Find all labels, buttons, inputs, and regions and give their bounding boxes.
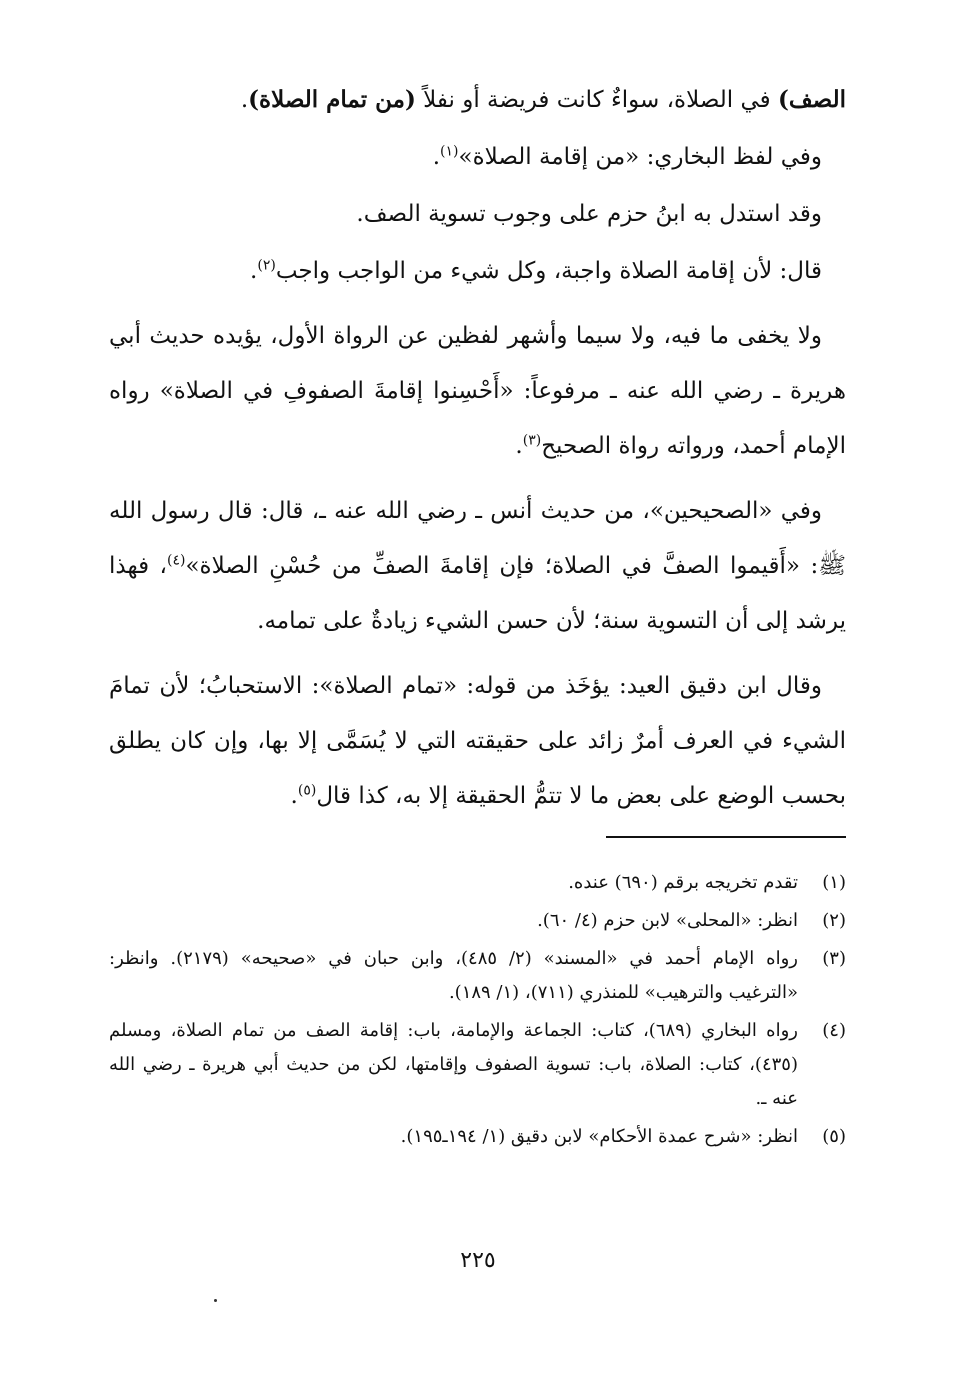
paragraph-1 [109, 72, 846, 128]
footnote-number: (٥) [822, 1126, 846, 1147]
footnote-1 [109, 866, 846, 900]
footnote-text: رواه البخاري (٦٨٩)، كتاب: الجماعة والإمامة، باب: إقامة الصف من تمام الصلاة، ومسلم (٤٣٥)، كتاب: الصلاة، باب: تسوية الصفوف وإقامتها، لكن من حديث أبي هريرة ـ رضي الله عنه ـ. [109, 1020, 798, 1109]
paragraph-tail: . [240, 87, 249, 113]
footnotes [109, 866, 846, 1158]
paragraph-tail: . [432, 144, 441, 170]
footnote-ref-2[interactable]: (٢) [257, 257, 276, 274]
paragraph-text: وفي لفظ البخاري: «من إقامة الصلاة» [458, 144, 822, 170]
paragraph-2 [109, 130, 846, 185]
paragraph-text: وفي «الصحيحين»، من حديث أنس ـ رضي الله عنه ـ، قال: قال رسول الله ﷺ: «أَقيموا الصفَّ في الصلاة؛ فإن إقامةَ الصفِّ من حُسْنِ الصلاة» [109, 498, 846, 579]
footnote-number: (٢) [822, 910, 846, 931]
page-number: ٢٢٥ [460, 1248, 496, 1273]
paragraph-text: في الصلاة، سواءٌ كانت فريضة أو نفلاً [415, 87, 778, 113]
paragraph-tail: . [290, 783, 298, 809]
footnote-ref-3[interactable]: (٣) [522, 432, 542, 449]
scan-speck [214, 1299, 217, 1302]
paragraph-3 [109, 187, 846, 242]
footnote-2 [109, 904, 846, 938]
paragraph-text: وقال ابن دقيق العيد: يؤخَذ من قوله: «تمام الصلاة»: الاستحبابُ؛ لأن تمامَ الشيء في العرف أمرٌ زائد على حقيقته التي لا يُسَمَّى إلا بها، وإن كان يطلق بحسب الوضع على بعض ما لا تتمُّ الحقيقة إلا به، كذا قال [109, 673, 846, 809]
footnote-number: (٣) [822, 948, 846, 969]
footnote-number: (١) [822, 872, 846, 893]
paragraph-text: وقد استدل به ابنُ حزم على وجوب تسوية الصف. [356, 201, 822, 227]
bold-phrase: (من تمام الصلاة) [248, 86, 416, 113]
footnote-ref-5[interactable]: (٥) [297, 782, 317, 799]
footnote-5 [109, 1120, 846, 1154]
bold-phrase: الصف) [777, 86, 846, 113]
footnote-text: تقدم تخريجه برقم (٦٩٠) عنده. [568, 872, 798, 893]
footnote-divider [606, 836, 846, 838]
paragraph-text: ولا يخفى ما فيه، ولا سيما وأشهر لفظين عن الرواة الأول، يؤيده حديث أبي هريرة ـ رضي الله عنه ـ مرفوعاً: «أَحْسِنوا إقامةَ الصفوفِ في الصلاة» رواه الإمام أحمد، ورواته رواة الصحيح [109, 323, 846, 459]
main-text [109, 72, 846, 824]
footnote-3 [109, 942, 846, 1010]
paragraph-tail: ، فهذا يرشد إلى أن التسوية سنة؛ لأن حسن الشيء زيادةٌ على تمامه. [109, 553, 846, 634]
paragraph-text: قال: لأن إقامة الصلاة واجبة، وكل شيء من الواجب واجب [275, 258, 822, 284]
footnote-ref-4[interactable]: (٤) [166, 552, 186, 569]
footnote-text: رواه الإمام أحمد في «المسند» (٢/ ٤٨٥)، وابن حبان في «صحيحه» (٢١٧٩). وانظر: «الترغيب والترهيب» للمنذري (٧١١)، (١/ ١٨٩). [109, 948, 798, 1003]
footnote-number: (٤) [822, 1020, 846, 1041]
paragraph-tail: . [515, 433, 523, 459]
paragraph-7 [109, 659, 846, 824]
paragraph-tail: . [250, 258, 258, 284]
footnote-ref-1[interactable]: (١) [440, 143, 459, 160]
footnote-text: انظر: «المحلى» لابن حزم (٤/ ٦٠). [537, 910, 798, 931]
paragraph-5 [109, 309, 846, 474]
footnote-text: انظر: «شرح عمدة الأحكام» لابن دقيق (١/ ١٩٤ـ١٩٥). [400, 1126, 798, 1147]
footnote-4 [109, 1014, 846, 1116]
paragraph-4 [109, 244, 846, 299]
paragraph-6 [109, 484, 846, 649]
